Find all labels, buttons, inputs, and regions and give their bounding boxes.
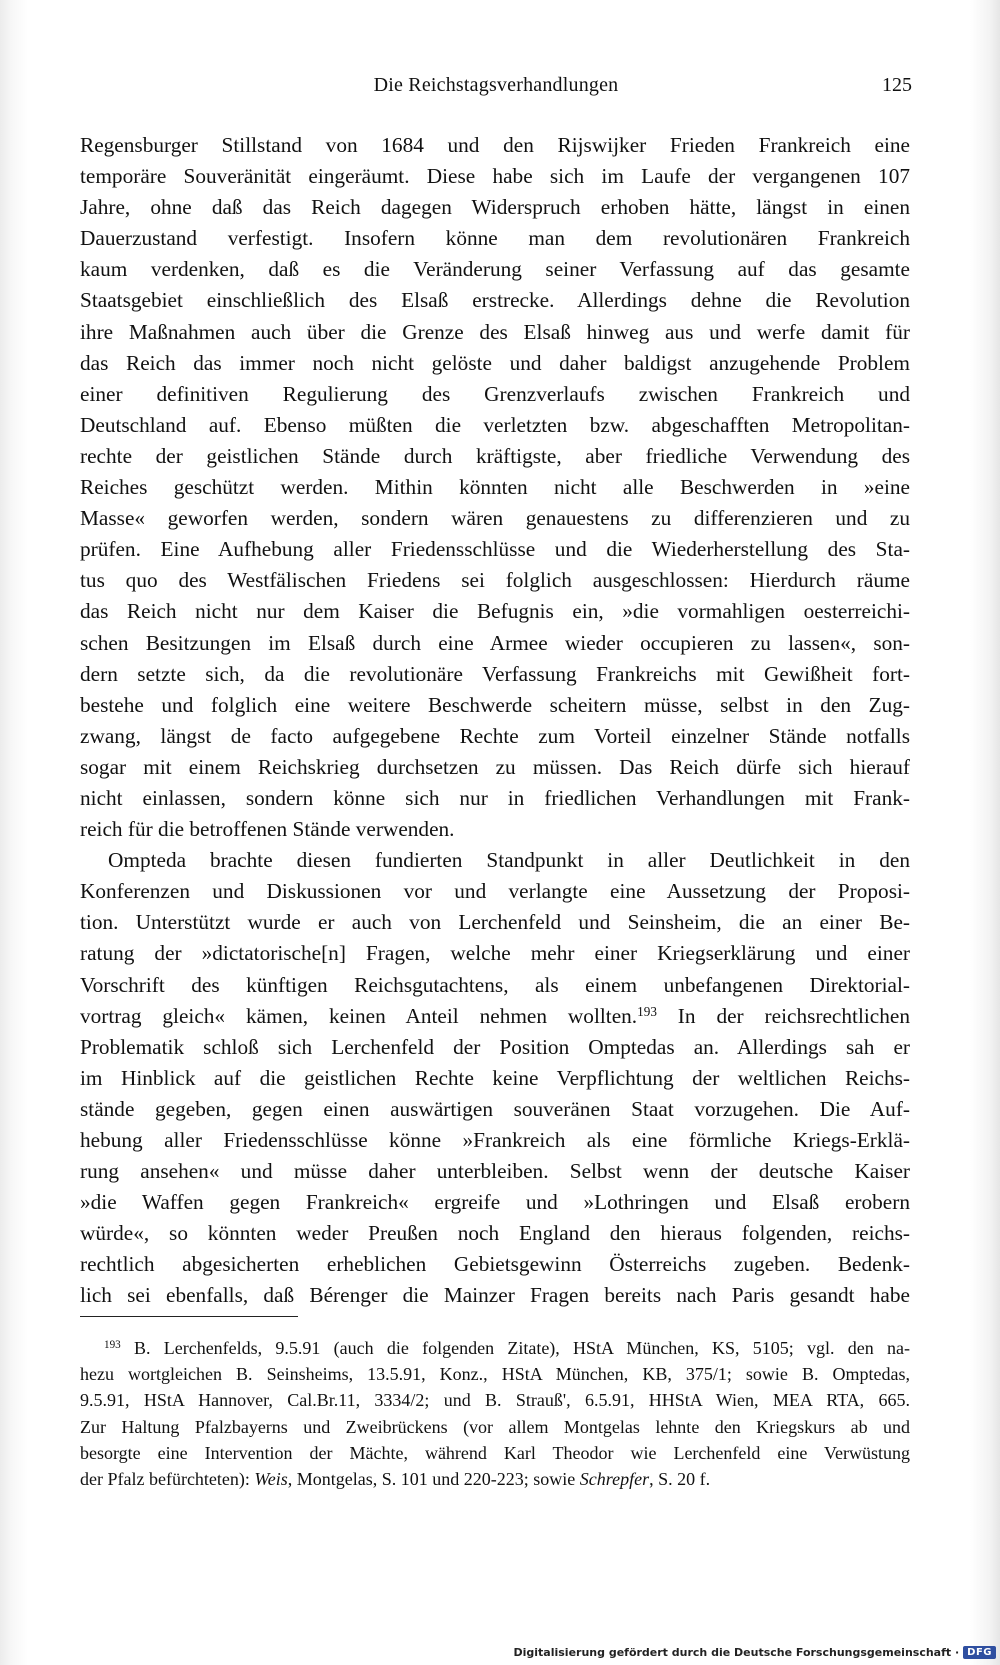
text-line: rung ansehen« und müsse daher unterbleiben. Selbst wenn der deutsche Kaiser (80, 1159, 910, 1184)
text-segment: In der reichsrechtlichen (656, 1003, 910, 1028)
text-line: Deutschland auf. Ebenso müßten die verletzten bzw. abgeschafften Metropolitan- (80, 412, 910, 437)
footnote-block (80, 1335, 910, 1492)
text-line: Konferenzen und Diskussionen vor und verlangte eine Aussetzung der Proposi- (80, 879, 910, 904)
text-line: hebung aller Friedensschlüsse könne »Frankreich als eine förmliche Kriegs-Erklä- (80, 1128, 910, 1152)
footnote-number: 193 (104, 1338, 121, 1351)
footnote-line: hezu wortgleichen B. Seinsheims, 13.5.91, Konz., HStA München, KB, 375/1; sowie B. Omptedas, (80, 1364, 910, 1385)
text-line: schen Besitzungen im Elsaß durch eine Armee wieder occupieren zu lassen«, son- (80, 630, 910, 655)
dfg-logo: DFG (963, 1646, 996, 1659)
footnote-line: besorgte eine Intervention der Mächte, während Karl Theodor wie Lerchenfeld eine Verwüstung (80, 1442, 910, 1463)
footnote-line: 9.5.91, HStA Hannover, Cal.Br.11, 3334/2; und B. Strauß', 6.5.91, HHStA Wien, MEA RTA, 665. (80, 1390, 910, 1411)
text-line: bestehe und folglich eine weitere Beschwerde scheitern müsse, selbst in den Zug- (80, 692, 910, 717)
text-line: einer definitiven Regulierung des Grenzverlaufs zwischen Frankreich und (80, 381, 910, 406)
text-line: rechte der geistlichen Stände durch kräftigste, aber friedliche Verwendung des (80, 443, 910, 468)
text-line: das Reich nicht nur dem Kaiser die Befugnis ein, »die vormahligen oesterreichi- (80, 599, 910, 624)
footnote-divider (80, 1316, 298, 1317)
footnote-line (80, 1466, 910, 1492)
text-segment: der Pfalz befürchteten): (80, 1468, 255, 1489)
text-line: temporäre Souveränität eingeräumt. Diese habe sich im Laufe der vergangenen 107 (80, 164, 910, 189)
text-line: ihre Maßnahmen auch über die Grenze des Elsaß hinweg aus und werfe damit für (80, 319, 910, 344)
text-line: Ompteda brachte diesen fundierten Standpunkt in aller Deutlichkeit in den (108, 848, 910, 873)
text-segment: , Montgelas, S. 101 und 220-223; sowie (287, 1468, 580, 1489)
text-line: Dauerzustand verfestigt. Insofern könne man dem revolutionären Frankreich (80, 226, 910, 251)
text-line: tus quo des Westfälischen Friedens sei folglich ausgeschlossen: Hierdurch räume (80, 568, 910, 593)
text-line: nicht einlassen, sondern könne sich nur in friedlichen Verhandlungen mit Frank- (80, 785, 910, 810)
page-header (80, 74, 912, 106)
text-line: ratung der »dictatorische[n] Fragen, welche mehr einer Kriegserklärung und einer (80, 941, 910, 966)
text-line: sogar mit einem Reichskrieg durchsetzen zu müssen. Das Reich dürfe sich hierauf (80, 754, 910, 779)
text-line: reich für die betroffenen Stände verwenden. (80, 817, 455, 842)
digitization-credit (513, 1643, 996, 1661)
main-text (80, 130, 910, 1312)
text-line: prüfen. Eine Aufhebung aller Friedensschlüsse und die Wiederherstellung des Sta- (80, 537, 910, 562)
page-number: 125 (882, 74, 912, 96)
text-line: »die Waffen gegen Frankreich« ergreife und »Lothringen und Elsaß erobern (80, 1190, 910, 1215)
text-segment: B. Lerchenfelds, 9.5.91 (auch die folgenden Zitate), HStA München, KS, 5105; vgl. den na- (120, 1338, 910, 1358)
text-line: Jahre, ohne daß das Reich dagegen Widerspruch erhoben hätte, längst in einen (80, 195, 910, 220)
text-line: Regensburger Stillstand von 1684 und den Rijswijker Frieden Frankreich eine (80, 133, 910, 157)
text-line: tion. Unterstützt wurde er auch von Lerchenfeld und Seinsheim, die an einer Be- (80, 910, 910, 935)
credit-text: Digitalisierung gefördert durch die Deutsche Forschungsgemeinschaft · (513, 1645, 960, 1659)
footnote-reference[interactable]: 193 (637, 1003, 657, 1019)
running-title: Die Reichstagsverhandlungen (373, 74, 619, 96)
text-line: zwang, längst de facto aufgegebene Rechte zum Vorteil einzelner Stände notfalls (80, 723, 910, 748)
author-name: Weis (254, 1468, 288, 1489)
text-line: Vorschrift des künftigen Reichsgutachtens, als einem unbefangenen Direktorial- (80, 972, 910, 997)
footnote-line: Zur Haltung Pfalzbayerns und Zweibrückens (vor allem Montgelas lehnte den Kriegskurs ab und (80, 1416, 910, 1437)
text-line: das Reich das immer noch nicht gelöste und daher baldigst anzugehende Problem (80, 350, 910, 375)
text-line: Staatsgebiet einschließlich des Elsaß erstrecke. Allerdings dehne die Revolution (80, 288, 910, 313)
text-line: Problematik schloß sich Lerchenfeld der Position Omptedas an. Allerdings sah er (80, 1034, 910, 1059)
text-line: dern setzte sich, da die revolutionäre Verfassung Frankreichs mit Gewißheit fort- (80, 661, 910, 686)
text-line: würde«, so könnten weder Preußen noch England den hieraus folgenden, reichs- (80, 1221, 910, 1246)
text-segment: vortrag gleich« kämen, keinen Anteil nehmen wollten. (80, 1003, 638, 1028)
text-line (80, 1001, 910, 1032)
text-line: lich sei ebenfalls, daß Bérenger die Mainzer Fragen bereits nach Paris gesandt habe (80, 1283, 910, 1308)
text-line: Reiches geschützt werden. Mithin könnten nicht alle Beschwerden in »eine (80, 475, 910, 500)
text-line: kaum verdenken, daß es die Veränderung seiner Verfassung auf das gesamte (80, 257, 910, 282)
author-name: Schrepfer (579, 1468, 650, 1489)
text-line: Masse« geworfen werden, sondern wären genauestens zu differenzieren und zu (80, 506, 910, 531)
text-segment: , S. 20 f. (649, 1468, 711, 1489)
footnote-line (80, 1335, 910, 1361)
text-line: im Hinblick auf die geistlichen Rechte keine Verpflichtung der weltlichen Reichs- (80, 1065, 910, 1090)
text-line: rechtlich abgesicherten erheblichen Gebietsgewinn Österreichs zugeben. Bedenk- (80, 1252, 910, 1277)
text-line: stände gegeben, gegen einen auswärtigen souveränen Staat vorzugehen. Die Auf- (80, 1096, 910, 1121)
